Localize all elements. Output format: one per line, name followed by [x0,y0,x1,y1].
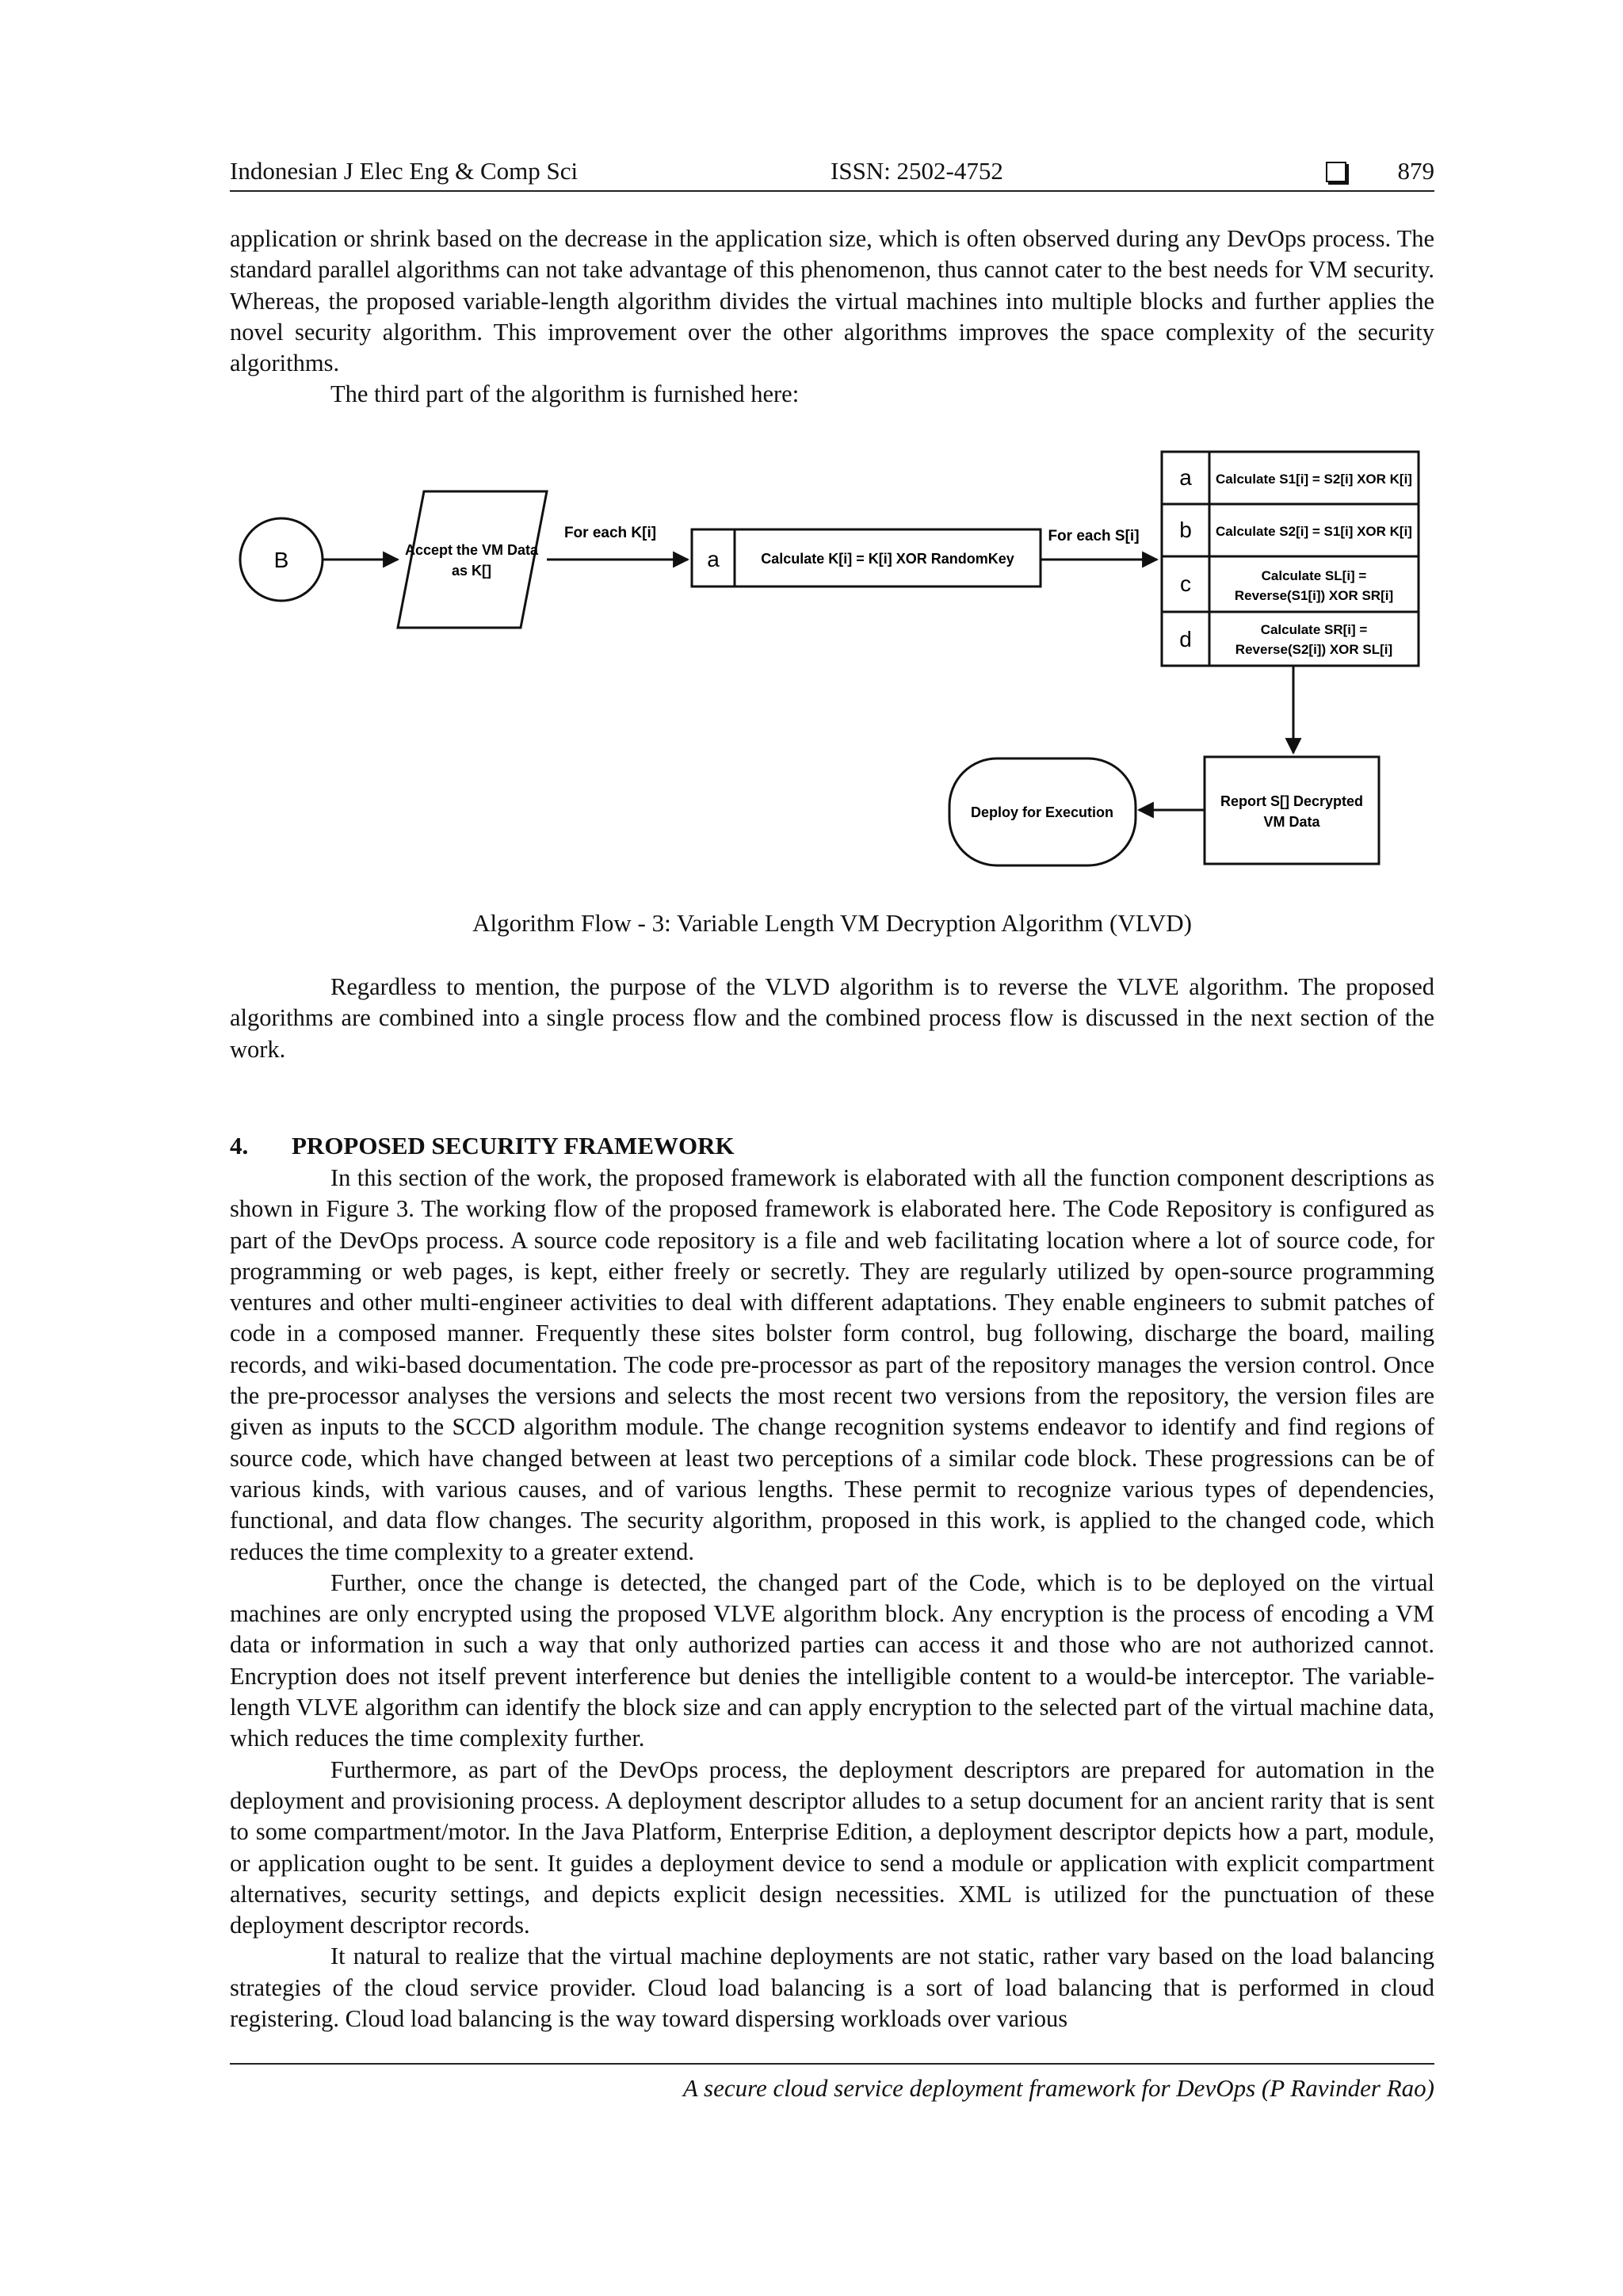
row-a-text: Calculate S1[i] = S2[i] XOR K[i] [1216,472,1412,487]
row-c-letter: c [1180,571,1191,596]
section-heading [230,1132,735,1160]
section-title: PROPOSED SECURITY FRAMEWORK [292,1132,735,1159]
section-number: 4. [230,1132,249,1159]
edge-label-for-each-s: For each S[i] [1048,528,1140,544]
report-box [1205,757,1379,864]
step-a-letter: a [707,547,720,571]
row-b-text: Calculate S2[i] = S1[i] XOR K[i] [1216,524,1412,539]
input-parallelogram [398,491,547,628]
running-header [230,151,1434,192]
figure-caption: Algorithm Flow - 3: Variable Length VM Decryption Algorithm (VLVD) [472,909,1192,937]
row-d-text-line1: Calculate SR[i] = [1260,622,1368,637]
running-footer [230,2063,1434,2102]
start-node-label: B [273,548,289,572]
intro-paragraph: application or shrink based on the decrease in the application size, which is often observed during any DevOps process. The standard parallel algorithms can not take advantage of this phenomenon, thus cannot cater to the best needs for VM security. Whereas, the proposed variable-length algorithm divides the virtual machines into multiple blocks and further applies the novel security algorithm. This improvement over the other algorithms improves the space complexity of the security algorithms. [230,225,1434,377]
edge-label-for-each-k: For each K[i] [563,525,657,541]
intro-lead: The third part of the algorithm is furnished here: [330,380,800,408]
algorithm-flow-figure [230,444,1434,872]
row-d-letter: d [1179,627,1192,651]
page-number: 879 [1397,157,1434,185]
input-label-line1: Accept the VM Data [404,542,539,558]
report-text-line2: VM Data [1263,814,1320,830]
section-paragraph-1: In this section of the work, the proposed framework is elaborated with all the function component descriptions as shown in Figure 3. The working flow of the proposed framework is elaborated here. The Code Repository is configured as part of the DevOps process. A source code repository is a file and web facilitating location where a lot of source code, for programming or web pages, is kept, either freely or secretly. They are regularly utilized by open-source programming ventures and other multi-engineer activities to deal with different adaptations. They enable engineers to submit patches of code in a composed manner. Frequently these sites bolster form control, bug following, discharge the board, mailing records, and wiki-based documentation. The code pre-processor as part of the repository manages the version control. Once the pre-processor analyses the versions and selects the most recent two versions from the repository, the version files are given as inputs to the SCCD algorithm module. The change recognition systems endeavor to identify and find regions of source code, which have changed between at least two perceptions of a similar code block. These progressions can be of various kinds, with various causes, and of various lengths. These permit to recognize various types of dependencies, functional, and data flow changes. The security algorithm, proposed in this work, is applied to the changed code, which reduces the time complexity to a greater extend. [230,1164,1434,1565]
step-a-text: Calculate K[i] = K[i] XOR RandomKey [761,551,1014,567]
report-text-line1: Report S[] Decrypted [1220,793,1364,809]
issn: ISSN: 2502-4752 [831,157,1003,185]
row-d-text-line2: Reverse(S2[i]) XOR SL[i] [1235,642,1393,657]
section-paragraph-4: It natural to realize that the virtual machine deployments are not static, rather vary based on the load balancing strategies of the cloud service provider. Cloud load balancing is a sort of load balancing that is performed in cloud registering. Cloud load balancing is the way toward dispersing workloads over various [230,1943,1434,2033]
section-paragraph-2: Further, once the change is detected, the changed part of the Code, which is to be deployed on the virtual machines are only encrypted using the proposed VLVE algorithm block. Any encryption is the process of encoding a VM data or information in such a way that only authorized parties can access it and those who are not authorized cannot. Encryption does not itself prevent interference but denies the intelligible content to a would-be interceptor. The variable-length VLVE algorithm can identify the block size and can apply encryption to the selected part of the virtual machine data, which reduces the time complexity further. [230,1568,1434,1752]
intro-text [230,223,1434,411]
row-b-letter: b [1179,518,1192,542]
vlvd-text [230,972,1434,1065]
flow-diagram [230,444,1434,872]
deploy-text: Deploy for Execution [970,804,1114,820]
vlvd-paragraph: Regardless to mention, the purpose of the VLVD algorithm is to reverse the VLVE algorithm. The proposed algorithms are combined into a single process flow and the combined process flow is discussed in the next section of the work. [230,973,1434,1063]
row-c-text-line2: Reverse(S1[i]) XOR SR[i] [1234,588,1394,603]
input-label-line2: as K[] [451,563,492,579]
square-bullet-icon [1326,162,1346,182]
row-c-text-line1: Calculate SL[i] = [1261,568,1367,583]
section-paragraph-3: Furthermore, as part of the DevOps process, the deployment descriptors are prepared for automation in the deployment and provisioning process. A deployment descriptor alludes to a setup document for an ancient rarity that is sent to some compartment/motor. In the Java Platform, Enterprise Edition, a deployment descriptor depicts how a part, module, or application ought to be sent. It guides a deployment device to send a module or application with explicit compartment alternatives, security settings, and depicts explicit design necessities. XML is utilized for the punctuation of these deployment descriptor records. [230,1755,1434,1939]
row-a-letter: a [1179,465,1192,490]
section-body [230,1163,1434,2034]
running-title: A secure cloud service deployment framework for DevOps (P Ravinder Rao) [682,2074,1434,2102]
journal-name: Indonesian J Elec Eng & Comp Sci [230,157,579,185]
